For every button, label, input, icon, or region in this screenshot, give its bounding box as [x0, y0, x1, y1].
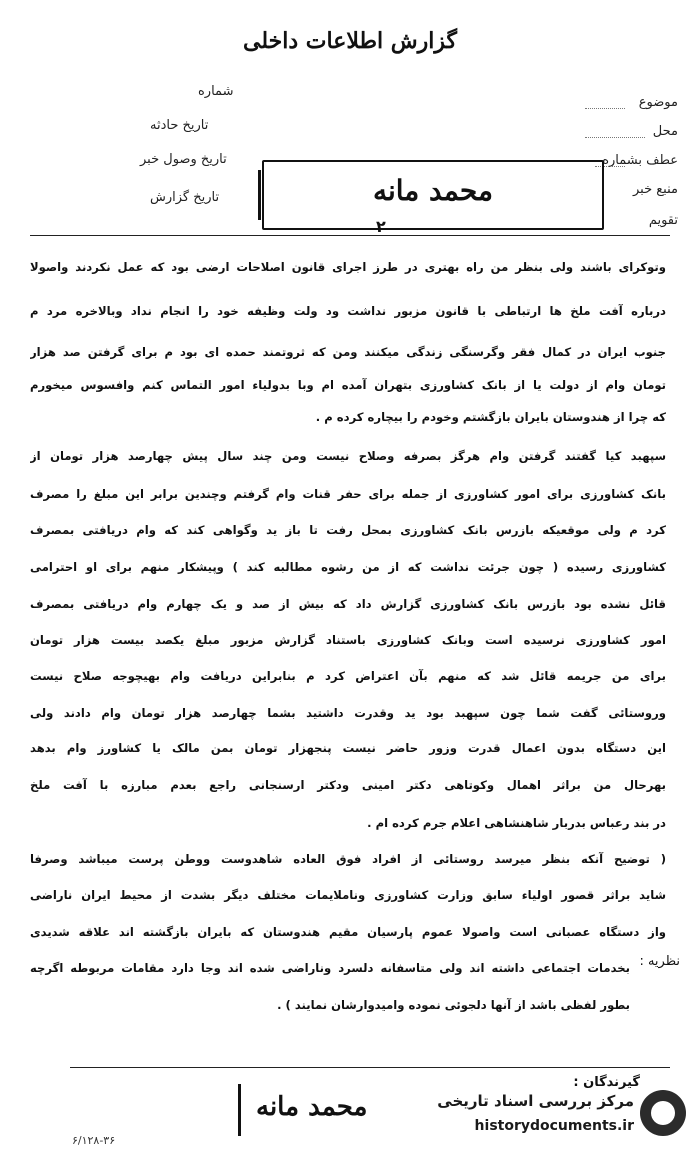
footer-divider: [70, 1067, 670, 1068]
body-line: این دستگاه بدون اعمال قدرت وزور حاضر نیست پنجهزار تومان بمن مالک یا کشاورز وام بدهد: [30, 741, 666, 755]
field-label-subject: موضوع: [638, 95, 678, 110]
archive-logo-icon: [640, 1090, 686, 1136]
body-line: امور کشاورزی نرسیده است وبانک کشاورزی باستناد گزارش مزبور مبلغ یکصد بیست هزار تومان: [30, 633, 666, 647]
field-label-report-date: تاریخ گزارش: [150, 190, 220, 205]
body-line: که چرا از هندوستان بایران بازگشتم وخودم را بیچاره کرده م .: [315, 410, 666, 424]
recipient-stamp: [238, 1080, 448, 1140]
source-stamp-text: محمد مانه: [372, 174, 494, 207]
body-line: در بند رعباس بدربار شاهنشاهی اعلام جرم کرده ام .: [367, 816, 666, 830]
body-line: جنوب ایران در کمال فقر وگرسنگی زندگی میکنند ومن که ثروتمند حمده ای بود م برای گرفتن صد هزار: [30, 345, 666, 359]
body-line: کشاورزی رسیده ( چون جرئت نداشت که از من رشوه مطالبه کند ) وپیشکار منهم برای او احترامی: [30, 560, 666, 574]
document-number: ۶/۱۲۸-۳۶: [72, 1134, 116, 1147]
body-line: واز دستگاه عصبانی است واصولا عموم پارسیان مقیم هندوستان که بایران بازگشته اند علاقه شدیدی: [30, 925, 666, 939]
body-line: درباره آفت ملخ ها ارتباطی با قانون مزبور نداشت ود ولت وظیفه خود را انجام نداد وبالاخره مرد م: [30, 304, 666, 318]
page-title: گزارش اطلاعات داخلی: [243, 28, 457, 54]
body-line: کرد م ولی موقعیکه بازرس بانک کشاورزی بمحل رفت تا باز ید وگواهی کند که وام دریافتی بمصرف: [30, 523, 666, 537]
body-line: بطور لفظی باشد از آنها دلجوئی نموده وامیدوارشان نمایند ) .: [277, 998, 630, 1012]
body-line: سپهبد کیا گفتند گرفتن وام هرگز بصرفه وصلاح نیست ومن چند سال پیش چهارصد هزار تومان از: [30, 449, 666, 463]
body-line: شاید براثر قصور اولیاء سابق وزارت کشاورزی وناملایمات مختلف دیگر بشدت از محیط ایران ناراضی: [30, 888, 666, 902]
body-line: برای من جریمه قائل شد که منهم بآن اعتراض کرد م بنابراین دریافت وام بهیچوجه صلاح نیست: [30, 669, 666, 683]
field-label-receipt-date: تاریخ وصول خبر: [140, 152, 227, 167]
body-line: بهرحال من براثر اهمال وکوتاهی دکتر امینی ودکتر ارسنجانی راجع بعدم مبارزه با آفت ملخ: [30, 778, 666, 792]
body-line: ( توضیح آنکه بنظر میرسد روستائی از افراد فوق العاده شاهدوست ووطن پرست میباشد وصرفا: [30, 852, 666, 866]
field-label-number: شماره: [198, 84, 234, 99]
body-line: بخدمات اجتماعی داشته اند ولی متاسفانه دلسرد وناراضی شده اند وجا دارد مقامات مربوطه اگرچه: [30, 961, 630, 975]
header-divider: [30, 235, 670, 236]
logo-inner: [651, 1101, 675, 1125]
watermark-fa: مرکز بررسی اسناد تاریخی: [437, 1092, 634, 1110]
body-line: قائل نشده بود بازرس بانک کشاورزی گزارش داد که بیش از صد و یک چهارم وام دریافتی بمصرف: [30, 597, 666, 611]
source-stamp: [262, 160, 604, 230]
page-number: ۲: [376, 217, 386, 236]
field-label-calendar: تقویم: [648, 213, 678, 228]
body-line: تومان وام از دولت یا از بانک کشاورزی بتهران آمده ام وبا بدولیاء امور التماس کنم وافسوس میخورم: [30, 378, 666, 392]
stamp-bar: [238, 1084, 241, 1136]
field-label-location: محل: [652, 124, 678, 139]
field-line-subject: [585, 108, 625, 109]
body-line: بانک کشاورزی برای امور کشاورزی از جمله برای حفر قنات وام گرفتم وچندین برابر این مبلغ را مصرف: [30, 487, 666, 501]
field-line-location: [585, 137, 645, 138]
body-line: وتوکرای باشند ولی بنظر من راه بهتری در طرز اجرای قانون اصلاحات ارضی بود که عمل نکردند واصولا: [30, 260, 666, 274]
recipients-label: گیرندگان :: [573, 1075, 640, 1090]
recipient-stamp-text: محمد مانه: [256, 1092, 368, 1122]
opinion-label: نظریه :: [639, 954, 680, 969]
watermark-en: historydocuments.ir: [474, 1118, 634, 1134]
body-line: وروستائی گفت شما چون سپهبد بود ید وقدرت داشتید بشما چهارصد هزار تومان وام دادند ولی: [30, 706, 666, 720]
field-label-source: منبع خبر: [633, 182, 678, 197]
watermark: [424, 1088, 686, 1148]
field-label-reference: عطف بشماره: [602, 153, 678, 168]
stamp-bar: [258, 170, 261, 220]
field-label-incident-date: تاریخ حادثه: [150, 118, 209, 133]
